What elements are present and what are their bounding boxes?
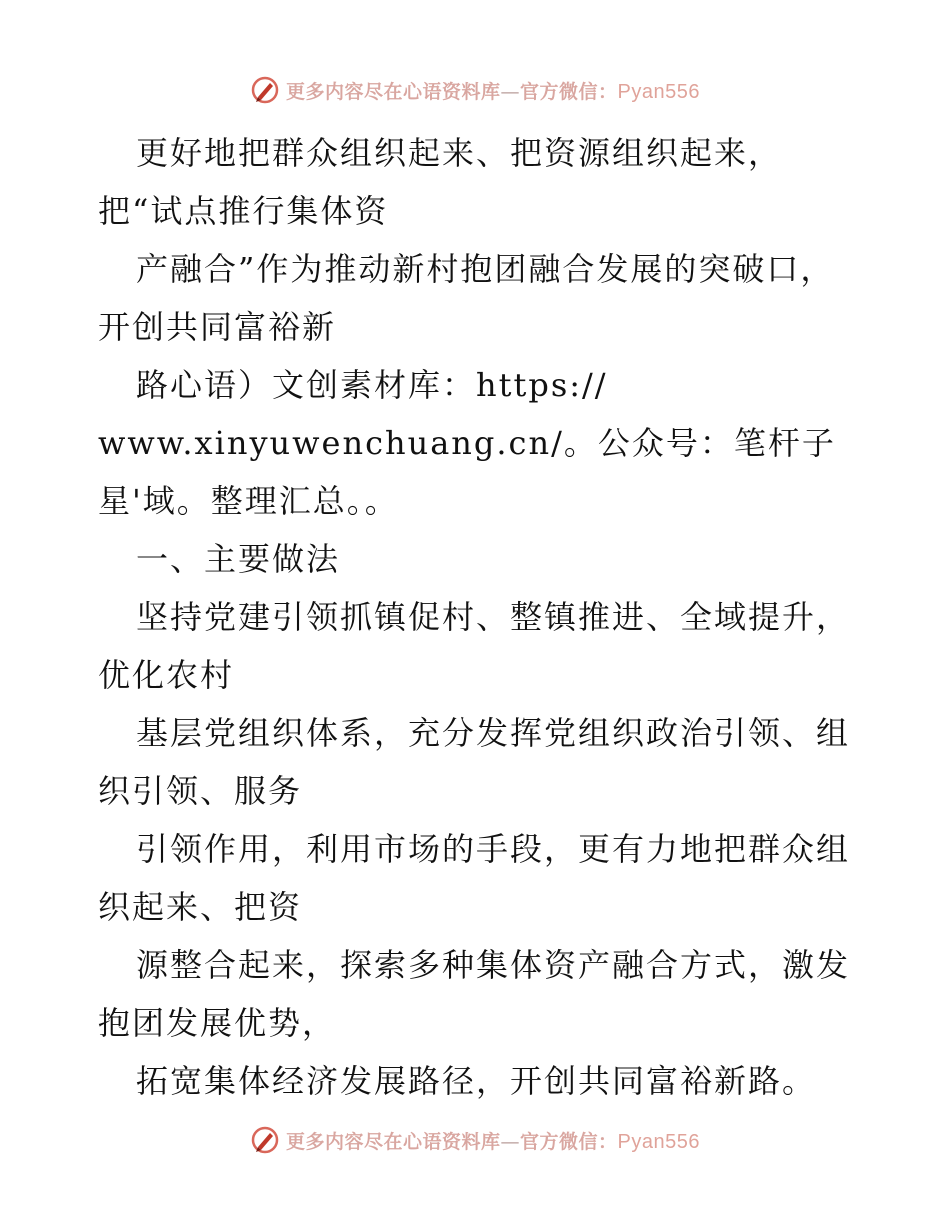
paragraph-line: 织起来、把资: [98, 888, 303, 926]
paragraph-line: 把“试点推行集体资: [98, 192, 389, 230]
paragraph-line: 优化农村: [98, 656, 235, 694]
footer-watermark: [0, 1120, 950, 1160]
paragraph-line: 路心语）文创素材库：https://: [136, 366, 608, 404]
pen-logo-icon: [250, 1125, 280, 1155]
footer-brand-text: 更多内容尽在心语资料库: [286, 1130, 501, 1153]
paragraph-line: 织引领、服务: [98, 772, 303, 810]
paragraph-line: 产融合”作为推动新村抱团融合发展的突破口，: [136, 250, 835, 288]
header-watermark: [0, 70, 950, 110]
footer-contact-label: 官方微信：: [520, 1130, 618, 1153]
paragraph-line: 星'域。整理汇总。。: [98, 482, 399, 520]
header-watermark-text: [286, 77, 700, 104]
footer-contact-id: Pyan556: [617, 1130, 700, 1153]
paragraph-line-url: www.xinyuwenchuang.cn/。公众号：笔杆子: [98, 424, 836, 462]
footer-watermark-text: [286, 1127, 700, 1154]
paragraph-line: 坚持党建引领抓镇促村、整镇推进、全域提升，: [136, 598, 851, 636]
pen-logo-icon: [250, 75, 280, 105]
paragraph-line: 更好地把群众组织起来、把资源组织起来，: [136, 134, 783, 172]
header-dash: —: [500, 80, 521, 103]
paragraph-line: 开创共同富裕新: [98, 308, 337, 346]
section-heading: 一、主要做法: [136, 540, 341, 578]
body-text: [98, 124, 868, 1110]
header-brand-text: 更多内容尽在心语资料库: [286, 80, 501, 103]
paragraph-line: 拓宽集体经济发展路径，开创共同富裕新路。: [136, 1062, 817, 1100]
paragraph-line: 基层党组织体系，充分发挥党组织政治引领、组: [136, 714, 851, 752]
paragraph-line: 引领作用，利用市场的手段，更有力地把群众组: [136, 830, 851, 868]
paragraph-line: 源整合起来，探索多种集体资产融合方式，激发: [136, 946, 851, 984]
paragraph-line: 抱团发展优势，: [98, 1004, 337, 1042]
header-contact-id: Pyan556: [617, 80, 700, 103]
header-contact-label: 官方微信：: [520, 80, 618, 103]
footer-dash: —: [500, 1130, 521, 1153]
